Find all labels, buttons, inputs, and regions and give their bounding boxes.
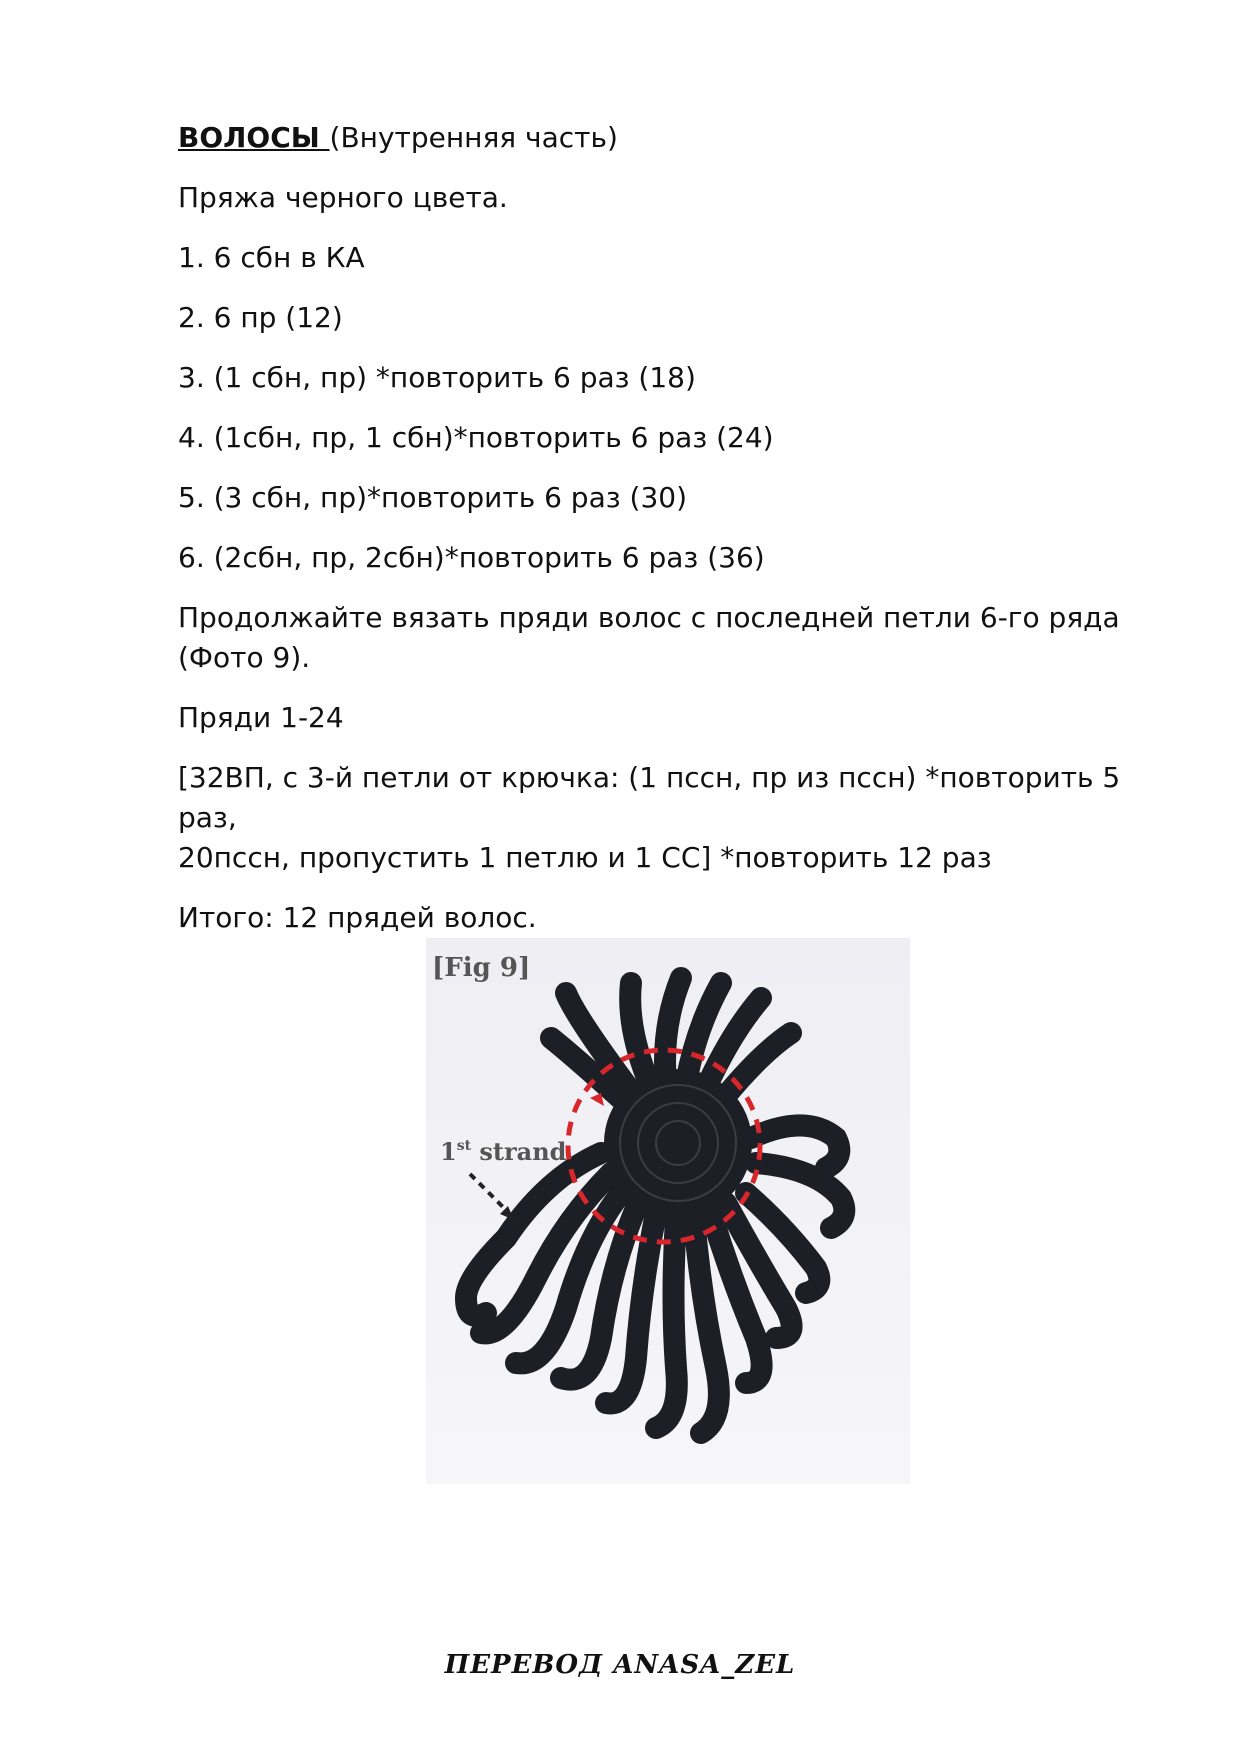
strands-title: Пряди 1-24 xyxy=(178,701,344,734)
first-strand-label: 1st strand xyxy=(440,1137,567,1166)
hair-photo xyxy=(426,938,910,1484)
pattern-line-2: 20пссн, пропустить 1 петлю и 1 СС] *повторить 12 раз xyxy=(178,841,992,874)
hair-illustration xyxy=(426,938,910,1484)
translator-credit: ПЕРЕВОД ANASA_ZEL xyxy=(444,1650,796,1680)
row-3: 3. (1 сбн, пр) *повторить 6 раз (18) xyxy=(178,361,696,394)
document-body xyxy=(178,118,1178,938)
continue-line-2: (Фото 9). xyxy=(178,641,311,674)
strand-upper-3 xyxy=(630,983,651,1088)
row-4: 4. (1сбн, пр, 1 сбн)*повторить 6 раз (24) xyxy=(178,421,774,454)
row-1: 1. 6 сбн в КА xyxy=(178,241,365,274)
row-5: 5. (3 сбн, пр)*повторить 6 раз (30) xyxy=(178,481,688,514)
heading-subtitle: (Внутренняя часть) xyxy=(329,121,618,154)
section-heading xyxy=(178,118,1178,158)
yarn-note: Пряжа черного цвета. xyxy=(178,181,508,214)
heading-title: ВОЛОСЫ xyxy=(178,121,330,154)
pattern-line-1: [32ВП, с 3-й петли от крючка: (1 пссн, пр из пссн) *повторить 5 раз, xyxy=(178,761,1121,834)
crocheted-disc xyxy=(604,1069,752,1217)
continue-line-1: Продолжайте вязать пряди волос с последней петли 6-го ряда xyxy=(178,601,1120,634)
dashed-pointer-line xyxy=(470,1174,508,1212)
row-2: 2. 6 пр (12) xyxy=(178,301,343,334)
total-line: Итого: 12 прядей волос. xyxy=(178,901,537,934)
row-6: 6. (2сбн, пр, 2сбн)*повторить 6 раз (36) xyxy=(178,541,765,574)
figure-label: [Fig 9] xyxy=(432,953,531,983)
